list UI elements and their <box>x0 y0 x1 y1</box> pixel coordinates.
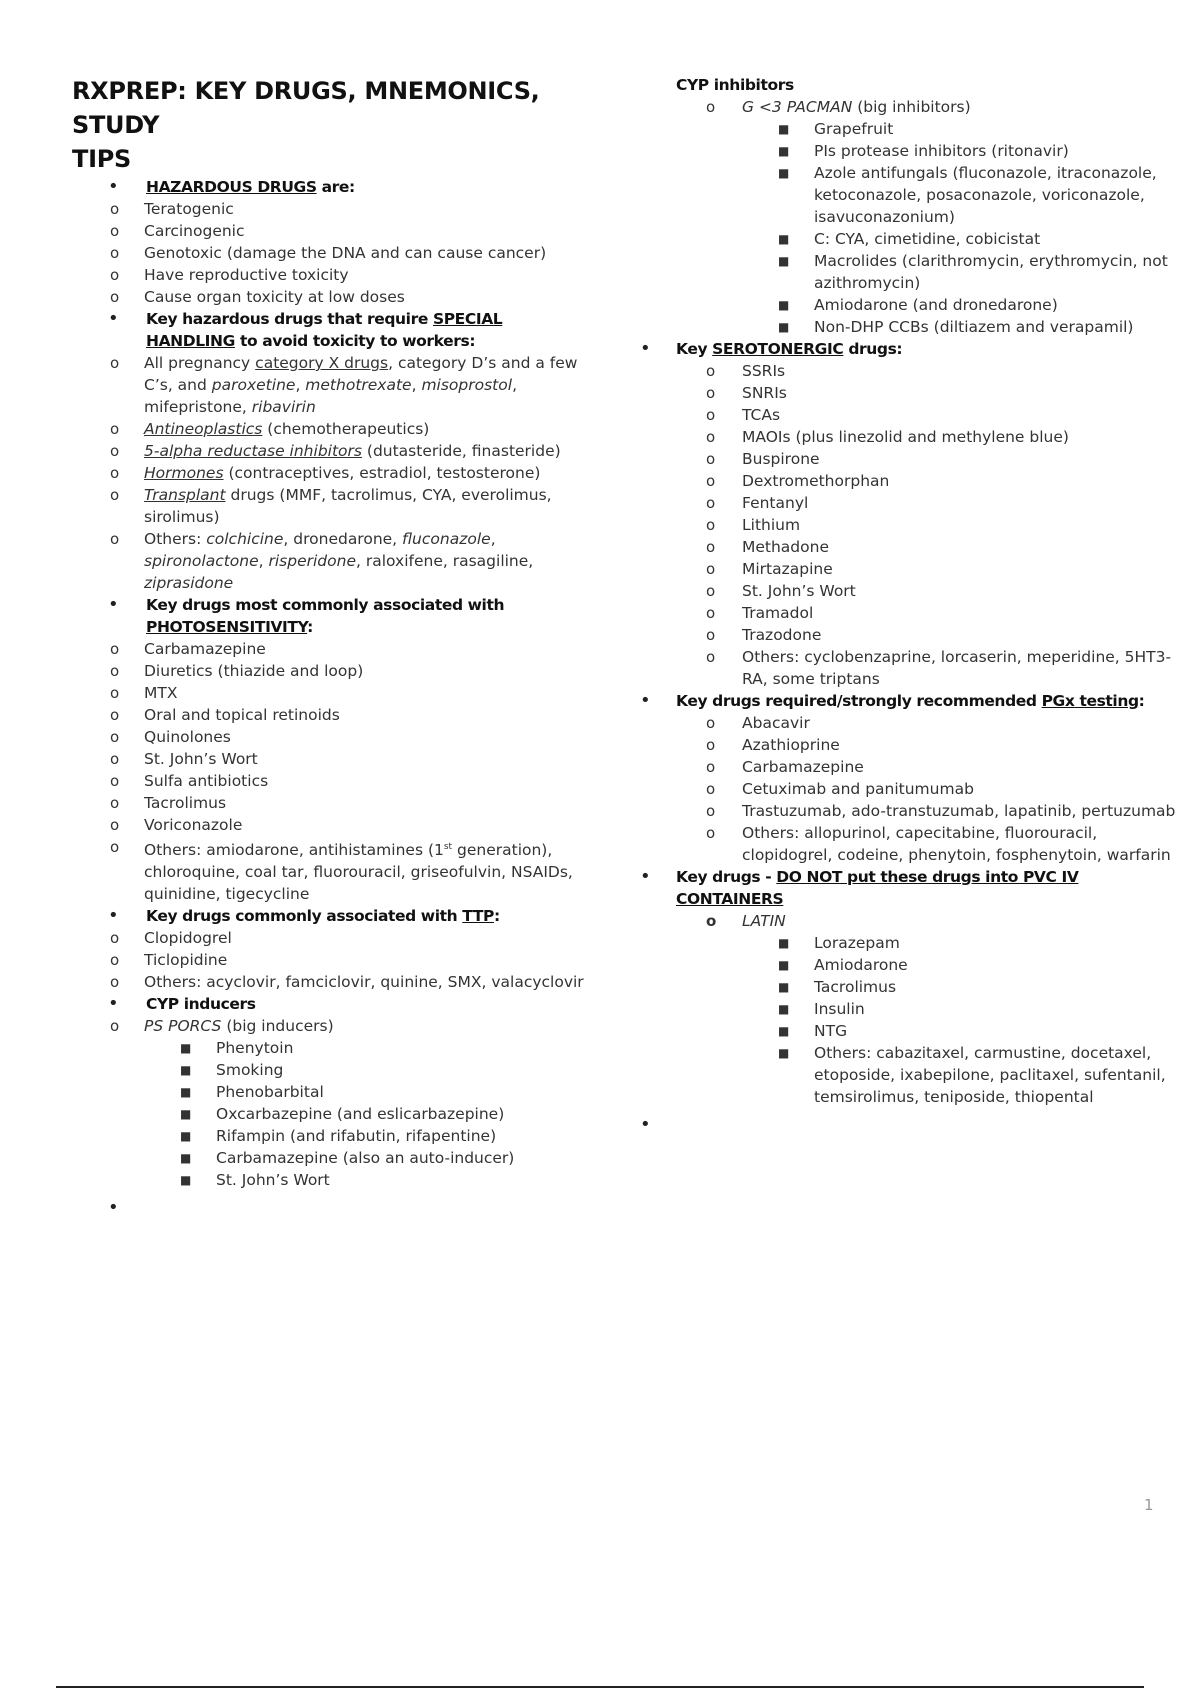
list-item: o Ticlopidine <box>110 951 228 970</box>
list-item: o Clopidogrel <box>110 929 232 948</box>
left-column <box>72 74 592 1219</box>
list-item: ■ C: CYA, cimetidine, cobicistat <box>778 230 1041 248</box>
list-item: o Methadone <box>706 538 829 556</box>
list-item: o TCAs <box>706 406 781 424</box>
list-item: ■ NTG <box>778 1022 848 1040</box>
list-item: o MTX <box>110 684 178 702</box>
list-item: o Buspirone <box>706 450 820 468</box>
list-item: o St. John’s Wort <box>706 582 856 600</box>
list-item: o Trastuzumab, ado-transtuzumab, lapatinib, pertuzumab <box>706 802 1176 820</box>
list-item: ■ Macrolides (clarithromycin, erythromycin, not azithromycin) <box>778 252 1168 292</box>
list-item: o All pregnancy category X drugs, category D’s and a few C’s, and paroxetine, methotrexate, misoprostol, mifepristone, ribavirin <box>110 354 578 416</box>
list-item: o Have reproductive toxicity <box>110 266 349 284</box>
section-ttp: • Key drugs commonly associated with TTP: <box>108 905 500 927</box>
list-item: o SNRIs <box>706 384 787 402</box>
section-serotonergic: • Key SEROTONERGIC drugs: <box>640 338 903 359</box>
list-item: o Antineoplastics (chemotherapeutics) <box>110 420 430 438</box>
bullet-icon: • <box>640 338 651 359</box>
empty-bullet: • <box>108 1197 119 1219</box>
list-item: o Quinolones <box>110 728 231 746</box>
list-item: o St. John’s Wort <box>110 750 258 768</box>
list-item: ■ Carbamazepine (also an auto-inducer) <box>180 1149 515 1168</box>
list-item: o Teratogenic <box>110 200 234 218</box>
section-cyp-inducers: • CYP inducers <box>108 993 256 1015</box>
section-special-handling: • Key hazardous drugs that require SPECIAL HANDLING to avoid toxicity to workers: <box>108 308 503 350</box>
list-item: o Dextromethorphan <box>706 472 890 490</box>
bullet-icon: • <box>640 690 651 711</box>
list-item: ■ Azole antifungals (fluconazole, itraconazole, ketoconazole, posaconazole, voriconazole, isavuconazonium) <box>778 164 1157 226</box>
list-item: o Abacavir <box>706 714 810 732</box>
page-number: 1 <box>1144 1496 1154 1514</box>
list-item: o PS PORCS (big inducers) <box>110 1017 334 1036</box>
list-item: ■ Non-DHP CCBs (diltiazem and verapamil) <box>778 318 1134 336</box>
section-photosensitivity: • Key drugs most commonly associated with PHOTOSENSITIVITY: <box>108 594 505 636</box>
list-item: ■ Grapefruit <box>778 120 894 138</box>
list-item: o Diuretics (thiazide and loop) <box>110 662 364 680</box>
list-item: ■ Insulin <box>778 1000 865 1018</box>
list-item: ■ Lorazepam <box>778 934 900 952</box>
list-item: o Oral and topical retinoids <box>110 706 340 724</box>
list-item: ■ Phenobarbital <box>180 1083 324 1102</box>
list-item: o Cause organ toxicity at low doses <box>110 288 405 306</box>
list-item: o Tacrolimus <box>110 794 227 812</box>
list-item: o Carbamazepine <box>110 640 266 658</box>
list-item: o LATIN <box>706 912 786 930</box>
list-item: o Voriconazole <box>110 816 243 834</box>
list-item: ■ Amiodarone <box>778 956 908 974</box>
list-item: o Azathioprine <box>706 736 840 754</box>
list-item: o Lithium <box>706 516 801 534</box>
page-title: RXPREP: KEY DRUGS, MNEMONICS, STUDY TIPS <box>72 77 540 173</box>
list-item: o Genotoxic (damage the DNA and can cause cancer) <box>110 244 547 262</box>
list-item: o Cetuximab and panitumumab <box>706 780 974 798</box>
list-item: o Others: amiodarone, antihistamines (1st generation), chloroquine, coal tar, fluorouracil, griseofulvin, NSAIDs, quinidine, tigecycline <box>110 838 573 904</box>
bullet-icon: • <box>108 594 119 615</box>
list-item: ■ Phenytoin <box>180 1039 294 1058</box>
section-pgx: • Key drugs required/strongly recommended PGx testing: <box>640 690 1145 711</box>
section-hazardous: • HAZARDOUS DRUGS are: <box>108 176 355 197</box>
list-item: ■ St. John’s Wort <box>180 1171 330 1190</box>
list-item: ■ Others: cabazitaxel, carmustine, docetaxel, etoposide, ixabepilone, paclitaxel, sufentanil, temsirolimus, teniposide, thiopental <box>778 1044 1166 1106</box>
list-item: o Carbamazepine <box>706 758 864 776</box>
list-item: o Mirtazapine <box>706 560 833 578</box>
list-item: o Others: allopurinol, capecitabine, fluorouracil, clopidogrel, codeine, phenytoin, fosphenytoin, warfarin <box>706 824 1171 864</box>
bullet-icon: • <box>108 905 119 927</box>
list-item: o Others: cyclobenzaprine, lorcaserin, meperidine, 5HT3-RA, some triptans <box>706 648 1172 688</box>
list-item: o Others: colchicine, dronedarone, fluconazole, spironolactone, risperidone, raloxifene, rasagiline, ziprasidone <box>110 530 534 592</box>
list-item: o Others: acyclovir, famciclovir, quinine, SMX, valacyclovir <box>110 973 584 992</box>
bullet-icon: • <box>108 176 119 197</box>
section-pvc: • Key drugs - DO NOT put these drugs into PVC IV CONTAINERS <box>640 866 1079 908</box>
list-item: o Fentanyl <box>706 494 809 512</box>
list-item: ■ Rifampin (and rifabutin, rifapentine) <box>180 1127 497 1146</box>
list-item: ■ Smoking <box>180 1061 284 1080</box>
right-column <box>640 74 1176 1136</box>
list-item: o MAOIs (plus linezolid and methylene blue) <box>706 428 1069 446</box>
list-item: o Transplant drugs (MMF, tacrolimus, CYA, everolimus, sirolimus) <box>110 486 552 526</box>
empty-bullet: • <box>640 1114 651 1135</box>
list-item: ■ Oxcarbazepine (and eslicarbazepine) <box>180 1105 505 1124</box>
footer-divider <box>56 1686 1144 1688</box>
list-item: o Hormones (contraceptives, estradiol, testosterone) <box>110 464 541 482</box>
list-item: ■ Tacrolimus <box>778 978 897 996</box>
list-item: o G <3 PACMAN (big inhibitors) <box>706 98 971 116</box>
section-cyp-inhibitors: CYP inhibitors <box>676 76 794 94</box>
list-item: o Trazodone <box>706 626 822 644</box>
bullet-icon: • <box>640 866 651 887</box>
list-item: o 5-alpha reductase inhibitors (dutasteride, finasteride) <box>110 442 561 460</box>
bullet-icon: • <box>108 993 119 1015</box>
list-item: o Sulfa antibiotics <box>110 772 269 790</box>
list-item: o SSRIs <box>706 362 786 380</box>
list-item: o Tramadol <box>706 604 814 622</box>
list-item: ■ PIs protease inhibitors (ritonavir) <box>778 142 1069 160</box>
list-item: o Carcinogenic <box>110 222 245 240</box>
list-item: ■ Amiodarone (and dronedarone) <box>778 296 1058 314</box>
bullet-icon: • <box>108 308 119 329</box>
